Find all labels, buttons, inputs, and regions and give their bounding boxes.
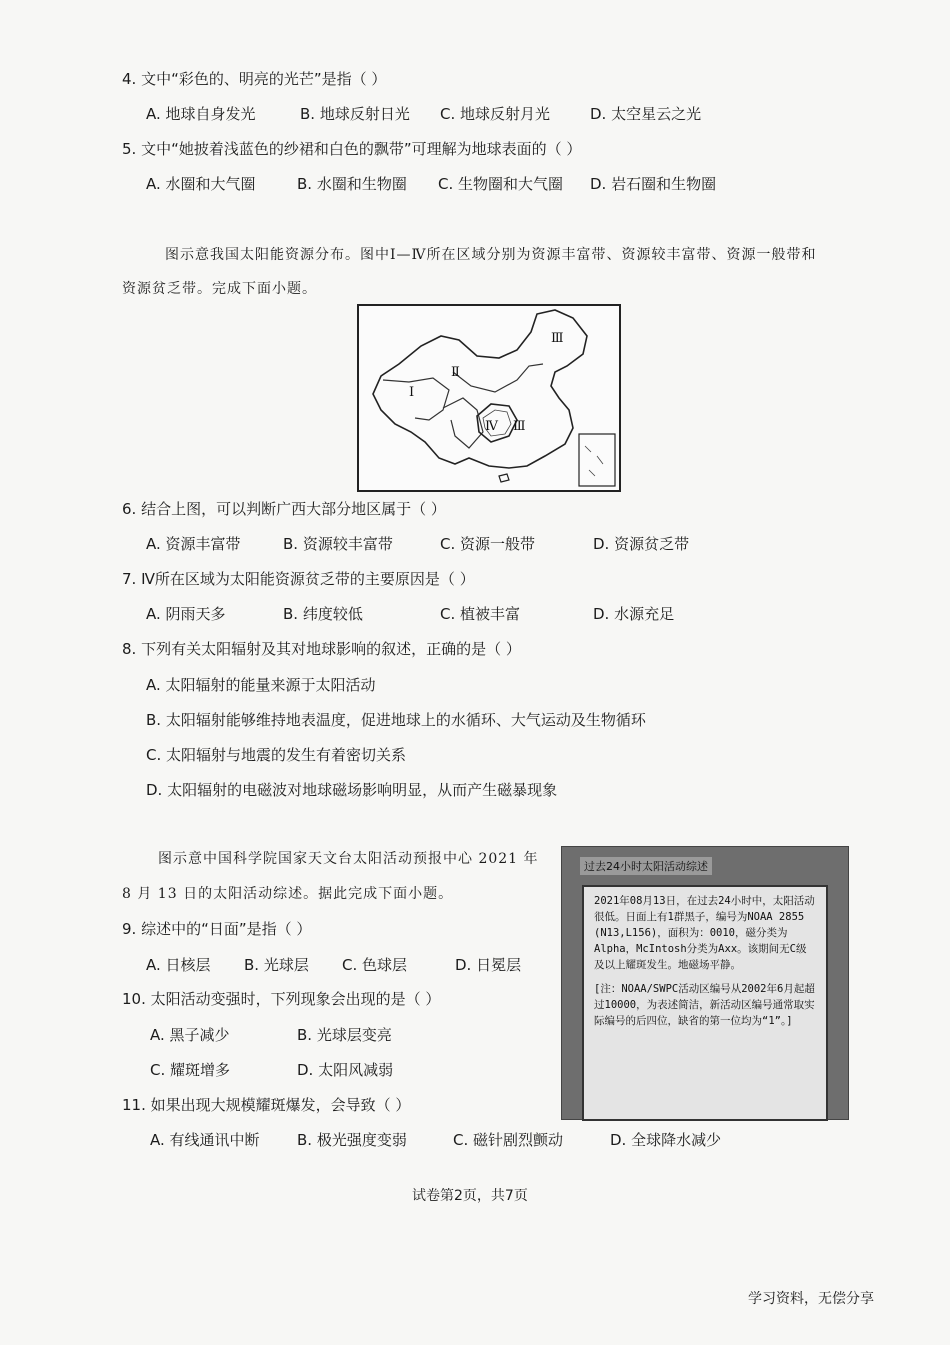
- q10-option-d: D. 太阳风减弱: [297, 1061, 394, 1079]
- q6-option-b: B. 资源较丰富带: [283, 535, 393, 553]
- q9-option-d: D. 日冕层: [455, 956, 522, 974]
- q6-option-a: A. 资源丰富带: [146, 535, 241, 553]
- q4-option-a: A. 地球自身发光: [146, 105, 256, 123]
- q11-option-b: B. 极光强度变弱: [297, 1131, 407, 1149]
- question-8-stem: 8. 下列有关太阳辐射及其对地球影响的叙述，正确的是（ ）: [122, 640, 521, 658]
- china-map-drawing: [359, 306, 619, 490]
- south-china-sea-inset: [579, 434, 615, 486]
- share-watermark: 学习资料，无偿分享: [748, 1291, 874, 1307]
- question-5-stem: 5. 文中“她披着浅蓝色的纱裙和白色的飘带”可理解为地球表面的（ ）: [122, 140, 582, 158]
- q7-option-a: A. 阴雨天多: [146, 605, 226, 623]
- intro-solar-activity-line1: 图示意中国科学院国家天文台太阳活动预报中心 2021 年: [158, 851, 539, 867]
- q10-option-b: B. 光球层变亮: [297, 1026, 392, 1044]
- question-7-stem: 7. Ⅳ所在区域为太阳能资源贫乏带的主要原因是（ ）: [122, 570, 475, 588]
- q7-option-b: B. 纬度较低: [283, 605, 363, 623]
- map-label-zone-iii-south: Ⅲ: [513, 419, 526, 434]
- map-label-zone-ii: Ⅱ: [451, 365, 460, 380]
- hainan-island: [499, 474, 509, 482]
- q9-option-a: A. 日核层: [146, 956, 211, 974]
- map-label-zone-iii-north: Ⅲ: [551, 331, 564, 346]
- q10-option-a: A. 黑子减少: [150, 1026, 230, 1044]
- question-10-stem: 10. 太阳活动变强时，下列现象会出现的是（ ）: [122, 990, 441, 1008]
- q5-option-a: A. 水圈和大气圈: [146, 175, 256, 193]
- q4-option-c: C. 地球反射月光: [440, 105, 551, 123]
- q11-option-a: A. 有线通讯中断: [150, 1131, 260, 1149]
- summary-body: 2021年08月13日，在过去24小时中，太阳活动很低。日面上有1群黑子，编号为NOAA 2855 (N13,L156)，面积为：0010，磁分类为Alpha，McIntosh分类为Axx。该期间无C级及以上耀斑发生。地磁场平静。: [594, 895, 815, 971]
- question-11-stem: 11. 如果出现大规模耀斑爆发，会导致（ ）: [122, 1096, 411, 1114]
- q9-option-c: C. 色球层: [342, 956, 408, 974]
- summary-title: 过去24小时太阳活动综述: [580, 857, 712, 875]
- q4-option-d: D. 太空星云之光: [590, 105, 702, 123]
- map-label-zone-iv: Ⅳ: [485, 419, 498, 434]
- q9-option-b: B. 光球层: [244, 956, 309, 974]
- q11-option-c: C. 磁针剧烈颤动: [453, 1131, 564, 1149]
- map-label-zone-i: Ⅰ: [409, 385, 415, 400]
- q5-option-d: D. 岩石圈和生物圈: [590, 175, 717, 193]
- q10-option-c: C. 耀斑增多: [150, 1061, 231, 1079]
- q8-option-b: B. 太阳辐射能够维持地表温度，促进地球上的水循环、大气运动及生物循环: [146, 711, 646, 729]
- q5-option-b: B. 水圈和生物圈: [297, 175, 407, 193]
- q7-option-c: C. 植被丰富: [440, 605, 521, 623]
- intro-solar-activity-line2: 8 月 13 日的太阳活动综述。据此完成下面小题。: [122, 886, 454, 902]
- question-9-stem: 9. 综述中的“日面”是指（ ）: [122, 920, 312, 938]
- page-footer: 试卷第2页，共7页: [412, 1188, 528, 1204]
- q5-option-c: C. 生物圈和大气圈: [438, 175, 564, 193]
- q8-option-d: D. 太阳辐射的电磁波对地球磁场影响明显，从而产生磁暴现象: [146, 781, 558, 799]
- question-6-stem: 6. 结合上图，可以判断广西大部分地区属于（ ）: [122, 500, 446, 518]
- china-solar-resource-map: [357, 304, 621, 492]
- q11-option-d: D. 全球降水减少: [610, 1131, 722, 1149]
- q8-option-c: C. 太阳辐射与地震的发生有着密切关系: [146, 746, 407, 764]
- q8-option-a: A. 太阳辐射的能量来源于太阳活动: [146, 676, 376, 694]
- q4-option-b: B. 地球反射日光: [300, 105, 410, 123]
- intro-solar-map-line1: 图示意我国太阳能资源分布。图中Ⅰ—Ⅳ所在区域分别为资源丰富带、资源较丰富带、资源一般带和: [165, 247, 817, 263]
- summary-note: [注：NOAA/SWPC活动区编号从2002年6月起超过10000，为表述简洁，新活动区编号通常取实际编号的后四位，缺省的第一位均为“1”。]: [594, 983, 815, 1027]
- zone-boundary-2: [443, 398, 483, 448]
- intro-solar-map-line2: 资源贫乏带。完成下面小题。: [122, 281, 317, 297]
- zone-boundary-1: [383, 378, 449, 420]
- zone-boundary-3: [453, 364, 543, 392]
- q7-option-d: D. 水源充足: [593, 605, 675, 623]
- q6-option-d: D. 资源贫乏带: [593, 535, 690, 553]
- question-4-stem: 4. 文中“彩色的、明亮的光芒”是指（ ）: [122, 70, 387, 88]
- q6-option-c: C. 资源一般带: [440, 535, 536, 553]
- summary-panel: [582, 885, 828, 1121]
- solar-activity-summary-figure: [561, 846, 849, 1120]
